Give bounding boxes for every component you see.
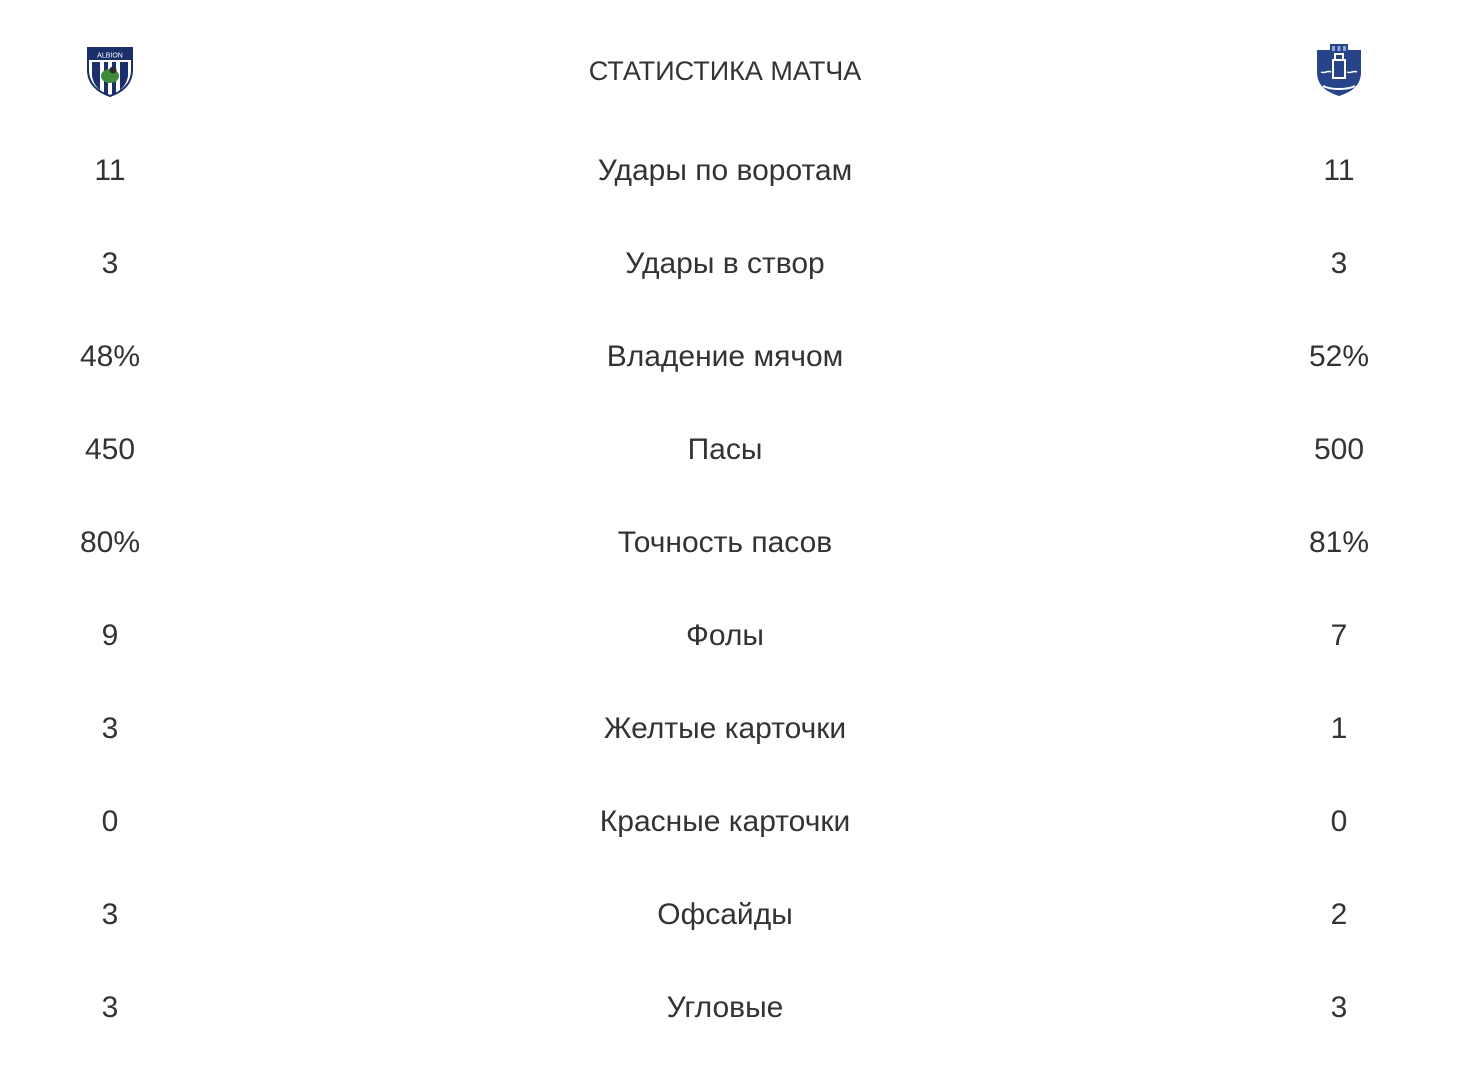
stat-label: Красные карточки (599, 805, 851, 838)
home-value: 11 (94, 154, 126, 187)
home-value: 80% (79, 526, 141, 559)
stat-row-offsides (0, 885, 1460, 945)
stat-row-possession (0, 327, 1460, 387)
stat-row-yellow-cards (0, 699, 1460, 759)
stat-label: Желтые карточки (603, 712, 847, 745)
stat-row-pass-accuracy (0, 513, 1460, 573)
stats-title: СТАТИСТИКА МАТЧА (588, 56, 862, 86)
away-value: 1 (1330, 712, 1348, 745)
stat-label: Фолы (686, 619, 764, 652)
stat-label: Угловые (666, 991, 784, 1024)
away-value: 2 (1330, 898, 1348, 931)
away-value: 7 (1330, 619, 1348, 652)
stat-label: Пасы (687, 433, 763, 466)
away-value: 500 (1313, 433, 1365, 466)
away-value: 81% (1308, 526, 1370, 559)
home-value: 9 (101, 619, 119, 652)
stat-label: Точность пасов (617, 526, 833, 559)
stat-row-shots-on-target (0, 234, 1460, 294)
away-value: 11 (1323, 154, 1355, 187)
away-value: 3 (1330, 991, 1348, 1024)
stat-row-red-cards (0, 792, 1460, 852)
stat-label: Владение мячом (606, 340, 844, 373)
home-value: 3 (101, 712, 119, 745)
home-value: 0 (101, 805, 119, 838)
away-value: 3 (1330, 247, 1348, 280)
home-value: 3 (101, 247, 119, 280)
stat-label: Офсайды (657, 898, 793, 931)
home-value: 48% (79, 340, 141, 373)
home-value: 3 (101, 898, 119, 931)
stat-row-passes (0, 420, 1460, 480)
home-value: 450 (84, 433, 136, 466)
stat-label: Удары по воротам (597, 154, 853, 187)
everton-crest-icon (1311, 42, 1367, 98)
stat-row-corners (0, 978, 1460, 1038)
home-value: 3 (101, 991, 119, 1024)
stat-row-fouls (0, 606, 1460, 666)
away-value: 52% (1308, 340, 1370, 373)
west-bromwich-albion-crest-icon (82, 42, 138, 98)
stat-row-shots (0, 141, 1460, 201)
stats-header (0, 28, 1460, 112)
svg-text:ALBION: ALBION (97, 52, 123, 60)
away-value: 0 (1330, 805, 1348, 838)
stat-label: Удары в створ (625, 247, 825, 280)
